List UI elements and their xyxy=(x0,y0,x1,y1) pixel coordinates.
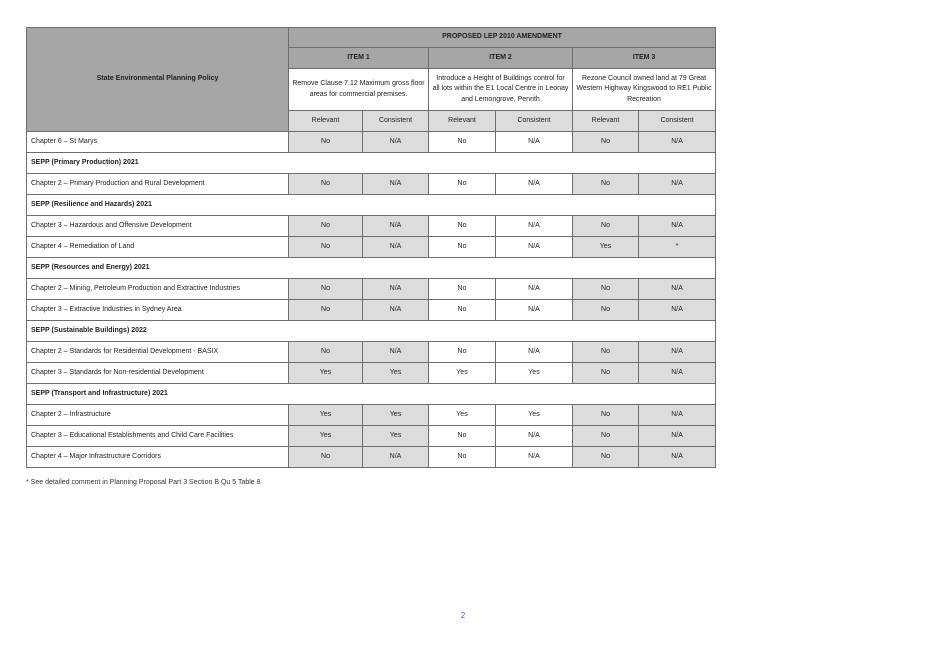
consistent-cell: N/A xyxy=(363,174,429,195)
consistent-cell: Yes xyxy=(496,363,573,384)
relevant-cell: No xyxy=(429,342,496,363)
relevant-cell: Yes xyxy=(289,426,363,447)
consistent-cell: N/A xyxy=(496,447,573,468)
consistent-cell: N/A xyxy=(639,342,716,363)
consistent-cell: N/A xyxy=(639,405,716,426)
relevant-cell: No xyxy=(429,279,496,300)
relevant-cell: No xyxy=(289,279,363,300)
consistent-cell: Yes xyxy=(363,405,429,426)
relevant-cell: No xyxy=(573,426,639,447)
relevant-cell: No xyxy=(429,300,496,321)
relevant-cell: Yes xyxy=(429,405,496,426)
row-label: Chapter 6 – St Marys xyxy=(27,132,289,153)
table-row xyxy=(27,405,716,426)
table-row xyxy=(27,426,716,447)
relevant-cell: No xyxy=(573,132,639,153)
row-label: Chapter 3 – Educational Establishments and Child Care Facilities xyxy=(27,426,289,447)
table-row xyxy=(27,237,716,258)
consistent-cell: N/A xyxy=(496,237,573,258)
consistent-cell: N/A xyxy=(363,132,429,153)
consistent-cell: N/A xyxy=(363,216,429,237)
consistent-cell: N/A xyxy=(639,447,716,468)
relevant-cell: Yes xyxy=(573,237,639,258)
consistent-cell: N/A xyxy=(639,426,716,447)
table-body xyxy=(27,132,716,468)
consistent-cell: N/A xyxy=(363,237,429,258)
row-label: Chapter 4 – Major Infrastructure Corridors xyxy=(27,447,289,468)
consistent-cell: Yes xyxy=(363,363,429,384)
consistent-cell: N/A xyxy=(363,342,429,363)
relevant-cell: No xyxy=(289,447,363,468)
row-label: Chapter 2 – Standards for Residential Development - BASIX xyxy=(27,342,289,363)
consistent-cell: N/A xyxy=(639,300,716,321)
relevant-column-header: Relevant xyxy=(573,111,639,132)
consistent-cell: N/A xyxy=(496,426,573,447)
consistent-cell: N/A xyxy=(639,216,716,237)
table-row xyxy=(27,342,716,363)
consistent-column-header: Consistent xyxy=(496,111,573,132)
footnote: * See detailed comment in Planning Proposal Part 3 Section B Qu 5 Table 8 xyxy=(26,479,261,486)
item-3-description: Rezone Council owned land at 79 Great Western Highway Kingswood to RE1 Public Recreation xyxy=(573,69,716,111)
consistent-cell: N/A xyxy=(363,447,429,468)
section-row xyxy=(27,258,716,279)
relevant-cell: No xyxy=(289,300,363,321)
consistent-cell: N/A xyxy=(363,279,429,300)
table-row xyxy=(27,447,716,468)
item-2-header: ITEM 2 xyxy=(429,48,573,69)
table-row xyxy=(27,174,716,195)
relevant-cell: No xyxy=(573,300,639,321)
item-2-description: Introduce a Height of Buildings control for all lots within the E1 Local Centre in Leonay and Lemongrove, Penrith xyxy=(429,69,573,111)
consistent-cell: N/A xyxy=(496,279,573,300)
relevant-cell: No xyxy=(573,342,639,363)
consistent-cell: N/A xyxy=(496,216,573,237)
item-3-header: ITEM 3 xyxy=(573,48,716,69)
item-1-description: Remove Clause 7.12 Maximum gross floor areas for commercial premises. xyxy=(289,69,429,111)
table-row xyxy=(27,363,716,384)
relevant-cell: No xyxy=(289,132,363,153)
section-label: SEPP (Transport and Infrastructure) 2021 xyxy=(27,384,716,405)
policy-header: State Environmental Planning Policy xyxy=(27,28,289,132)
relevant-cell: No xyxy=(429,447,496,468)
relevant-cell: No xyxy=(289,216,363,237)
relevant-cell: No xyxy=(429,426,496,447)
section-label: SEPP (Primary Production) 2021 xyxy=(27,153,716,174)
relevant-cell: No xyxy=(289,237,363,258)
table-row xyxy=(27,216,716,237)
section-row xyxy=(27,195,716,216)
consistent-cell: N/A xyxy=(496,342,573,363)
relevant-column-header: Relevant xyxy=(289,111,363,132)
consistent-cell: Yes xyxy=(496,405,573,426)
relevant-cell: No xyxy=(573,363,639,384)
amendment-consistency-table xyxy=(26,27,716,468)
amendment-header: PROPOSED LEP 2010 AMENDMENT xyxy=(289,28,716,48)
relevant-cell: No xyxy=(573,174,639,195)
relevant-cell: No xyxy=(573,216,639,237)
relevant-cell: No xyxy=(429,216,496,237)
section-row xyxy=(27,384,716,405)
consistent-column-header: Consistent xyxy=(639,111,716,132)
consistent-cell: N/A xyxy=(496,300,573,321)
row-label: Chapter 3 – Standards for Non-residential Development xyxy=(27,363,289,384)
section-row xyxy=(27,321,716,342)
section-label: SEPP (Sustainable Buildings) 2022 xyxy=(27,321,716,342)
consistent-cell: N/A xyxy=(496,132,573,153)
row-label: Chapter 2 – Primary Production and Rural Development xyxy=(27,174,289,195)
section-label: SEPP (Resources and Energy) 2021 xyxy=(27,258,716,279)
table-row xyxy=(27,132,716,153)
relevant-cell: No xyxy=(289,342,363,363)
consistent-cell: Yes xyxy=(363,426,429,447)
relevant-cell: No xyxy=(289,174,363,195)
relevant-cell: No xyxy=(429,132,496,153)
table-row xyxy=(27,279,716,300)
table-row xyxy=(27,300,716,321)
item-1-header: ITEM 1 xyxy=(289,48,429,69)
relevant-cell: No xyxy=(573,405,639,426)
section-row xyxy=(27,153,716,174)
consistent-cell: * xyxy=(639,237,716,258)
consistent-column-header: Consistent xyxy=(363,111,429,132)
relevant-cell: No xyxy=(429,237,496,258)
row-label: Chapter 2 – Infrastructure xyxy=(27,405,289,426)
consistent-cell: N/A xyxy=(639,279,716,300)
relevant-cell: Yes xyxy=(429,363,496,384)
row-label: Chapter 3 – Extractive Industries in Sydney Area xyxy=(27,300,289,321)
relevant-cell: No xyxy=(573,447,639,468)
section-label: SEPP (Resilience and Hazards) 2021 xyxy=(27,195,716,216)
consistent-cell: N/A xyxy=(363,300,429,321)
relevant-column-header: Relevant xyxy=(429,111,496,132)
relevant-cell: Yes xyxy=(289,363,363,384)
row-label: Chapter 4 – Remediation of Land xyxy=(27,237,289,258)
consistent-cell: N/A xyxy=(639,132,716,153)
row-label: Chapter 2 – Mining, Petroleum Production and Extractive Industries xyxy=(27,279,289,300)
relevant-cell: No xyxy=(429,174,496,195)
consistent-cell: N/A xyxy=(639,174,716,195)
row-label: Chapter 3 – Hazardous and Offensive Development xyxy=(27,216,289,237)
relevant-cell: No xyxy=(573,279,639,300)
relevant-cell: Yes xyxy=(289,405,363,426)
consistent-cell: N/A xyxy=(639,363,716,384)
page-number: 2 xyxy=(460,611,466,620)
consistent-cell: N/A xyxy=(496,174,573,195)
